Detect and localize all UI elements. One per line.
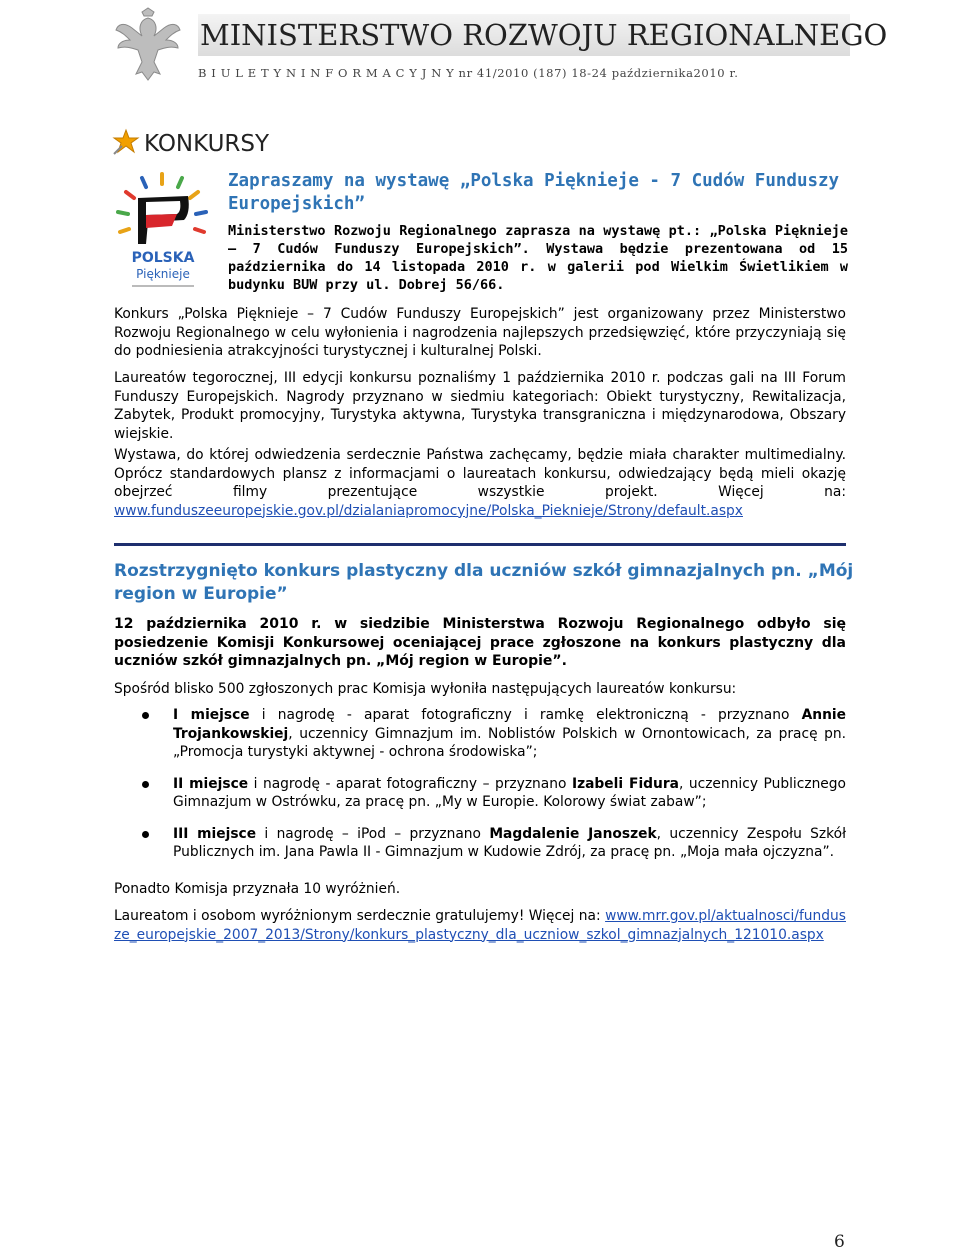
winners-list — [114, 706, 846, 875]
article-lead: Ministerstwo Rozwoju Regionalnego zaprasza na wystawę pt.: „Polska Pięknieje – 7 Cudów Funduszy Europejskich”. Wystawa będzie prezentowana od 15 października do 14 listopada 2010 r. w galerii pod Wielkim Świetlikiem w budynku BUW przy ul. Dobrej 56/66. — [228, 223, 848, 293]
list-text: i nagrodę - aparat fotograficzny – przyznano — [248, 775, 572, 792]
winner-name: Izabeli Fidura — [571, 775, 679, 792]
bullet-icon — [142, 712, 149, 719]
divider — [114, 543, 846, 546]
winner-name: Annie Trojankowskiej — [173, 707, 846, 742]
article-title: Zapraszamy na wystawę „Polska Pięknieje - 7 Cudów Funduszy Europejskich” — [228, 171, 840, 214]
paragraph: Laureatów tegorocznej, III edycji konkursu poznaliśmy 1 października 2010 r. podczas gali na III Forum Funduszy Europejskich. Nagrody przyznano w siedmiu kategoriach: Obiekt turystyczny, Rewitalizacja, Zabytek, Produkt promocyjny, Turystyka aktywna, Turystyka transgraniczna i międzynarodowa, Obszary wiejskie. — [114, 370, 846, 442]
paragraph: Spośród blisko 500 zgłoszonych prac Komisja wyłoniła następujących laureatów konkursu: — [114, 681, 737, 697]
paragraph — [114, 907, 846, 944]
page-number: 6 — [834, 1232, 845, 1252]
paragraph-text: Wystawa, do której odwiedzenia serdecznie Państwa zachęcamy, będzie miała charakter multimedialny. Oprócz standardowych plansz z informacjami o laureatach konkursu, odwiedzający będą mieli okazję obejrzeć filmy prezentujące wszystkie projekt. Więcej na: — [114, 447, 846, 500]
svg-text:Pięknieje: Pięknieje — [136, 267, 190, 281]
paragraph — [114, 446, 846, 520]
place-label: II miejsce — [173, 775, 249, 792]
eagle-emblem-icon — [112, 6, 184, 82]
paragraph-text: Laureatom i osobom wyróżnionym serdecznie gratulujemy! Więcej na: — [114, 908, 601, 924]
competition-link[interactable]: www.mrr.gov.pl/aktualnosci/fundusze_europejskie_2007_2013/Strony/konkurs_plastyczny_dla_uczniow_szkol_gimnazjalnych_121010.aspx — [114, 908, 846, 943]
list-text: i nagrodę – iPod – przyznano — [256, 825, 490, 842]
list-text: , uczennicy Gimnazjum im. Noblistów Polskich w Ornontowicach, za pracę pn. „Promocja turystyki aktywnej - ochrona środowiska”; — [173, 725, 846, 760]
header — [112, 0, 888, 85]
bulletin-line: B I U L E T Y N I N F O R M A C Y J N Y nr 41/2010 (187) 18-24 października2010 r. — [198, 66, 739, 80]
list-item — [114, 775, 846, 812]
winner-name: Magdalenie Janoszek — [489, 825, 657, 842]
bullet-icon — [142, 781, 149, 788]
place-label: I miejsce — [173, 707, 250, 723]
list-text: , uczennicy Zespołu Szkół Publicznych im. Jana Pawla II - Gimnazjum w Kudowie Zdrój, za pracę pn. „Moja mała ojczyzna”. — [173, 825, 847, 860]
polska-pieknieje-logo — [112, 168, 214, 292]
place-label: III miejsce — [173, 825, 257, 842]
list-item — [114, 706, 846, 762]
paragraph: Ponadto Komisja przyznała 10 wyróżnień. — [114, 881, 401, 897]
section-title: KONKURSY — [144, 131, 270, 157]
article-lead: 12 października 2010 r. w siedzibie Ministerstwa Rozwoju Regionalnego odbyło się posiedzenie Komisji Konkursowej oceniającej prace zgłoszone na konkurs plastyczny dla uczniów szkół gimnazjalnych pn. „Mój region w Europie”. — [114, 616, 846, 669]
logo-text-polska: POLSKA — [131, 250, 195, 266]
article-title: Rozstrzygnięto konkurs plastyczny dla uczniów szkół gimnazjalnych pn. „Mój region w Europie” — [114, 561, 854, 604]
list-text: i nagrodę - aparat fotograficzny i ramkę elektroniczną - przyznano — [249, 707, 802, 723]
list-text: , uczennicy Publicznego Gimnazjum w Ostrówku, za pracę pn. „My w Europie. Kolorowy świat zabaw”; — [173, 775, 846, 810]
star-icon — [112, 128, 140, 156]
bullet-icon — [142, 831, 149, 838]
ministry-title: MINISTERSTWO ROZWOJU REGIONALNEGO — [198, 14, 850, 56]
paragraph: Konkurs „Polska Pięknieje – 7 Cudów Funduszy Europejskich” jest organizowany przez Ministerstwo Rozwoju Regionalnego w celu wyłonienia i nagrodzenia najlepszych przedsięwzięć, które przyczyniają się do podniesienia atrakcyjności turystycznej i kulturalnej Polski. — [114, 306, 846, 359]
exhibition-link[interactable]: www.funduszeeuropejskie.gov.pl/dzialaniapromocyjne/Polska_Piekniejе/Strony/default.aspx — [114, 502, 743, 519]
list-item — [114, 825, 846, 862]
